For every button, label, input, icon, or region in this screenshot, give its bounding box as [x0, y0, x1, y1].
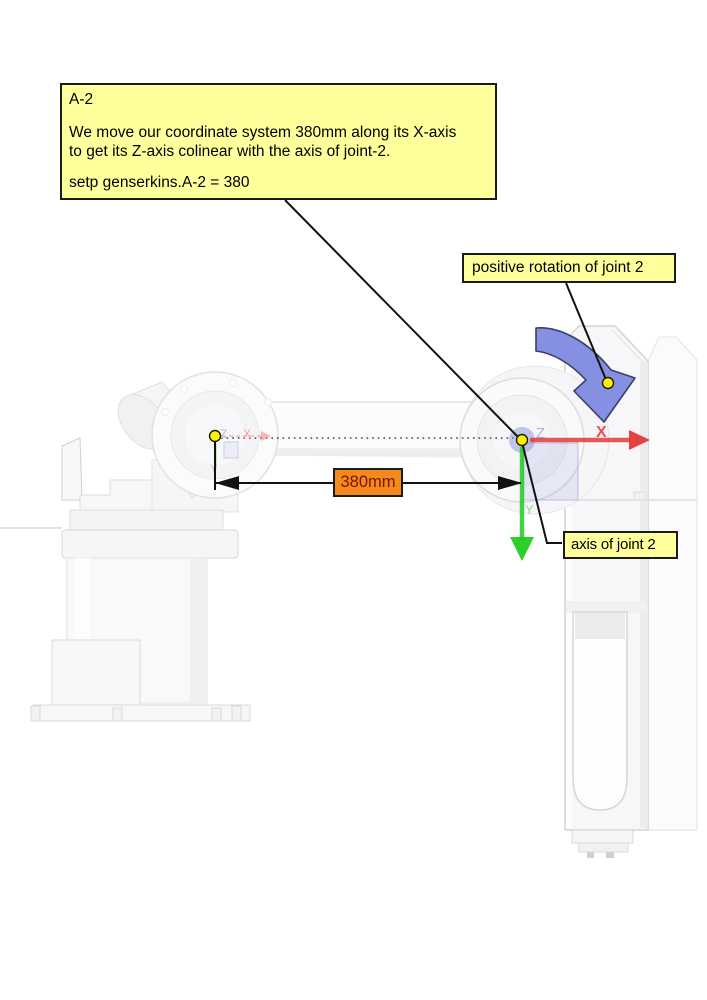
- anchor-dot-rotation: [603, 378, 614, 389]
- link-cutout-shade: [575, 613, 625, 639]
- wrist-plate-1: [572, 830, 633, 843]
- a2-code: setp genserkins.A-2 = 380: [69, 174, 250, 191]
- axis-label-left-z: Z: [220, 427, 228, 441]
- a2-body-line2: to get its Z-axis colinear with the axis of joint-2.: [69, 143, 391, 160]
- dimension-380mm-label: 380mm: [333, 468, 403, 497]
- bolt-hole-1: [181, 386, 188, 393]
- base-cylinder-shade: [190, 558, 207, 703]
- base-collar: [62, 530, 238, 558]
- base-fin: [62, 438, 82, 500]
- wrist-plate-2: [579, 843, 628, 852]
- axis-label-right-y: Y: [525, 502, 534, 517]
- right-cs-square: [523, 443, 578, 500]
- base-foot-3: [212, 708, 221, 721]
- axis-label-left-x: X: [243, 427, 252, 441]
- axis-label-right-x: X: [596, 424, 607, 441]
- bolt-hole-3: [230, 380, 237, 387]
- link-band: [566, 601, 647, 613]
- wrist-tick-1: [587, 852, 594, 858]
- axis-label-right-z: Z: [536, 425, 546, 442]
- y-axis-head: [510, 537, 534, 561]
- anchor-dot-joint2: [517, 435, 528, 446]
- link-notch-right: [634, 492, 646, 500]
- link-cutout: [573, 612, 627, 810]
- left-cs-square: [224, 442, 238, 458]
- a2-title: A-2: [69, 91, 94, 108]
- a2-body-line1: We move our coordinate system 380mm along its X-axis: [69, 124, 457, 141]
- base-side-box: [52, 640, 140, 705]
- base-foot-2: [113, 708, 122, 721]
- base-band: [70, 510, 223, 530]
- wrist-tick-2: [606, 852, 614, 858]
- axis-label-left-y: Y: [210, 463, 218, 475]
- vertical-link-back: [648, 337, 697, 830]
- positive-rotation-label: positive rotation of joint 2: [462, 253, 676, 283]
- bolt-hole-2: [162, 409, 169, 416]
- base-foot-4: [232, 706, 241, 721]
- bolt-hole-4: [265, 399, 272, 406]
- link-right-shade: [640, 362, 648, 828]
- anchor-dot-left-joint: [210, 431, 221, 442]
- base-foot-1: [31, 706, 40, 721]
- axis-of-joint2-label: axis of joint 2: [563, 531, 678, 559]
- a2-callout-box: [60, 83, 497, 200]
